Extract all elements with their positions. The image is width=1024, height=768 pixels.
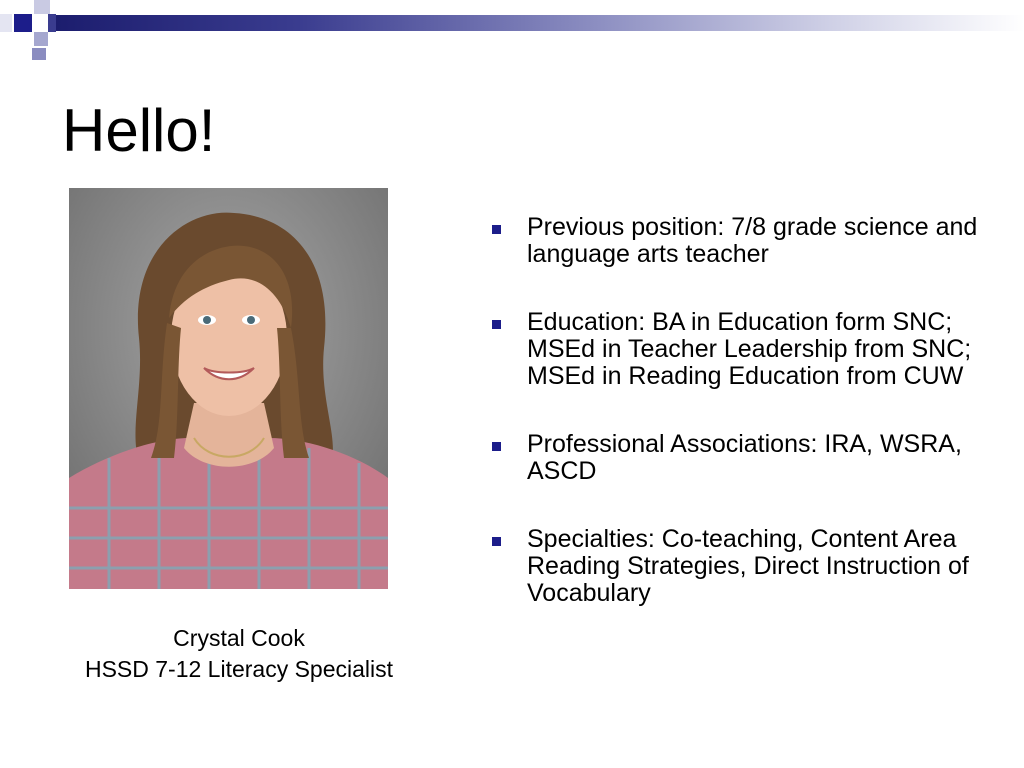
deco-square	[32, 48, 46, 60]
square-bullet-icon	[492, 537, 501, 546]
square-bullet-icon	[492, 442, 501, 451]
bullet-item	[488, 309, 988, 390]
person-name: Crystal Cook	[173, 625, 305, 651]
header-gradient-bar	[56, 15, 1024, 31]
deco-square	[0, 14, 12, 32]
bullet-item	[488, 526, 988, 607]
square-bullet-icon	[492, 225, 501, 234]
bullet-text: Specialties: Co-teaching, Content Area Reading Strategies, Direct Instruction of Vocabulary	[527, 525, 969, 607]
header-decoration	[0, 0, 1024, 70]
bullet-text: Education: BA in Education form SNC; MSEd in Teacher Leadership from SNC; MSEd in Reading Education from CUW	[527, 308, 972, 390]
deco-square	[34, 32, 48, 46]
bio-bullet-list	[488, 214, 988, 648]
bullet-text: Professional Associations: IRA, WSRA, ASCD	[527, 430, 962, 485]
slide-title: Hello!	[62, 97, 216, 164]
photo-caption	[40, 623, 438, 685]
bullet-item	[488, 431, 988, 485]
portrait-illustration	[69, 188, 388, 589]
bullet-item	[488, 214, 988, 268]
deco-square	[48, 14, 56, 32]
deco-square	[14, 14, 32, 32]
deco-square	[34, 0, 50, 14]
person-role: HSSD 7-12 Literacy Specialist	[84, 656, 394, 682]
square-bullet-icon	[492, 320, 501, 329]
bullet-text: Previous position: 7/8 grade science and language arts teacher	[527, 213, 978, 268]
portrait-photo	[69, 188, 388, 589]
